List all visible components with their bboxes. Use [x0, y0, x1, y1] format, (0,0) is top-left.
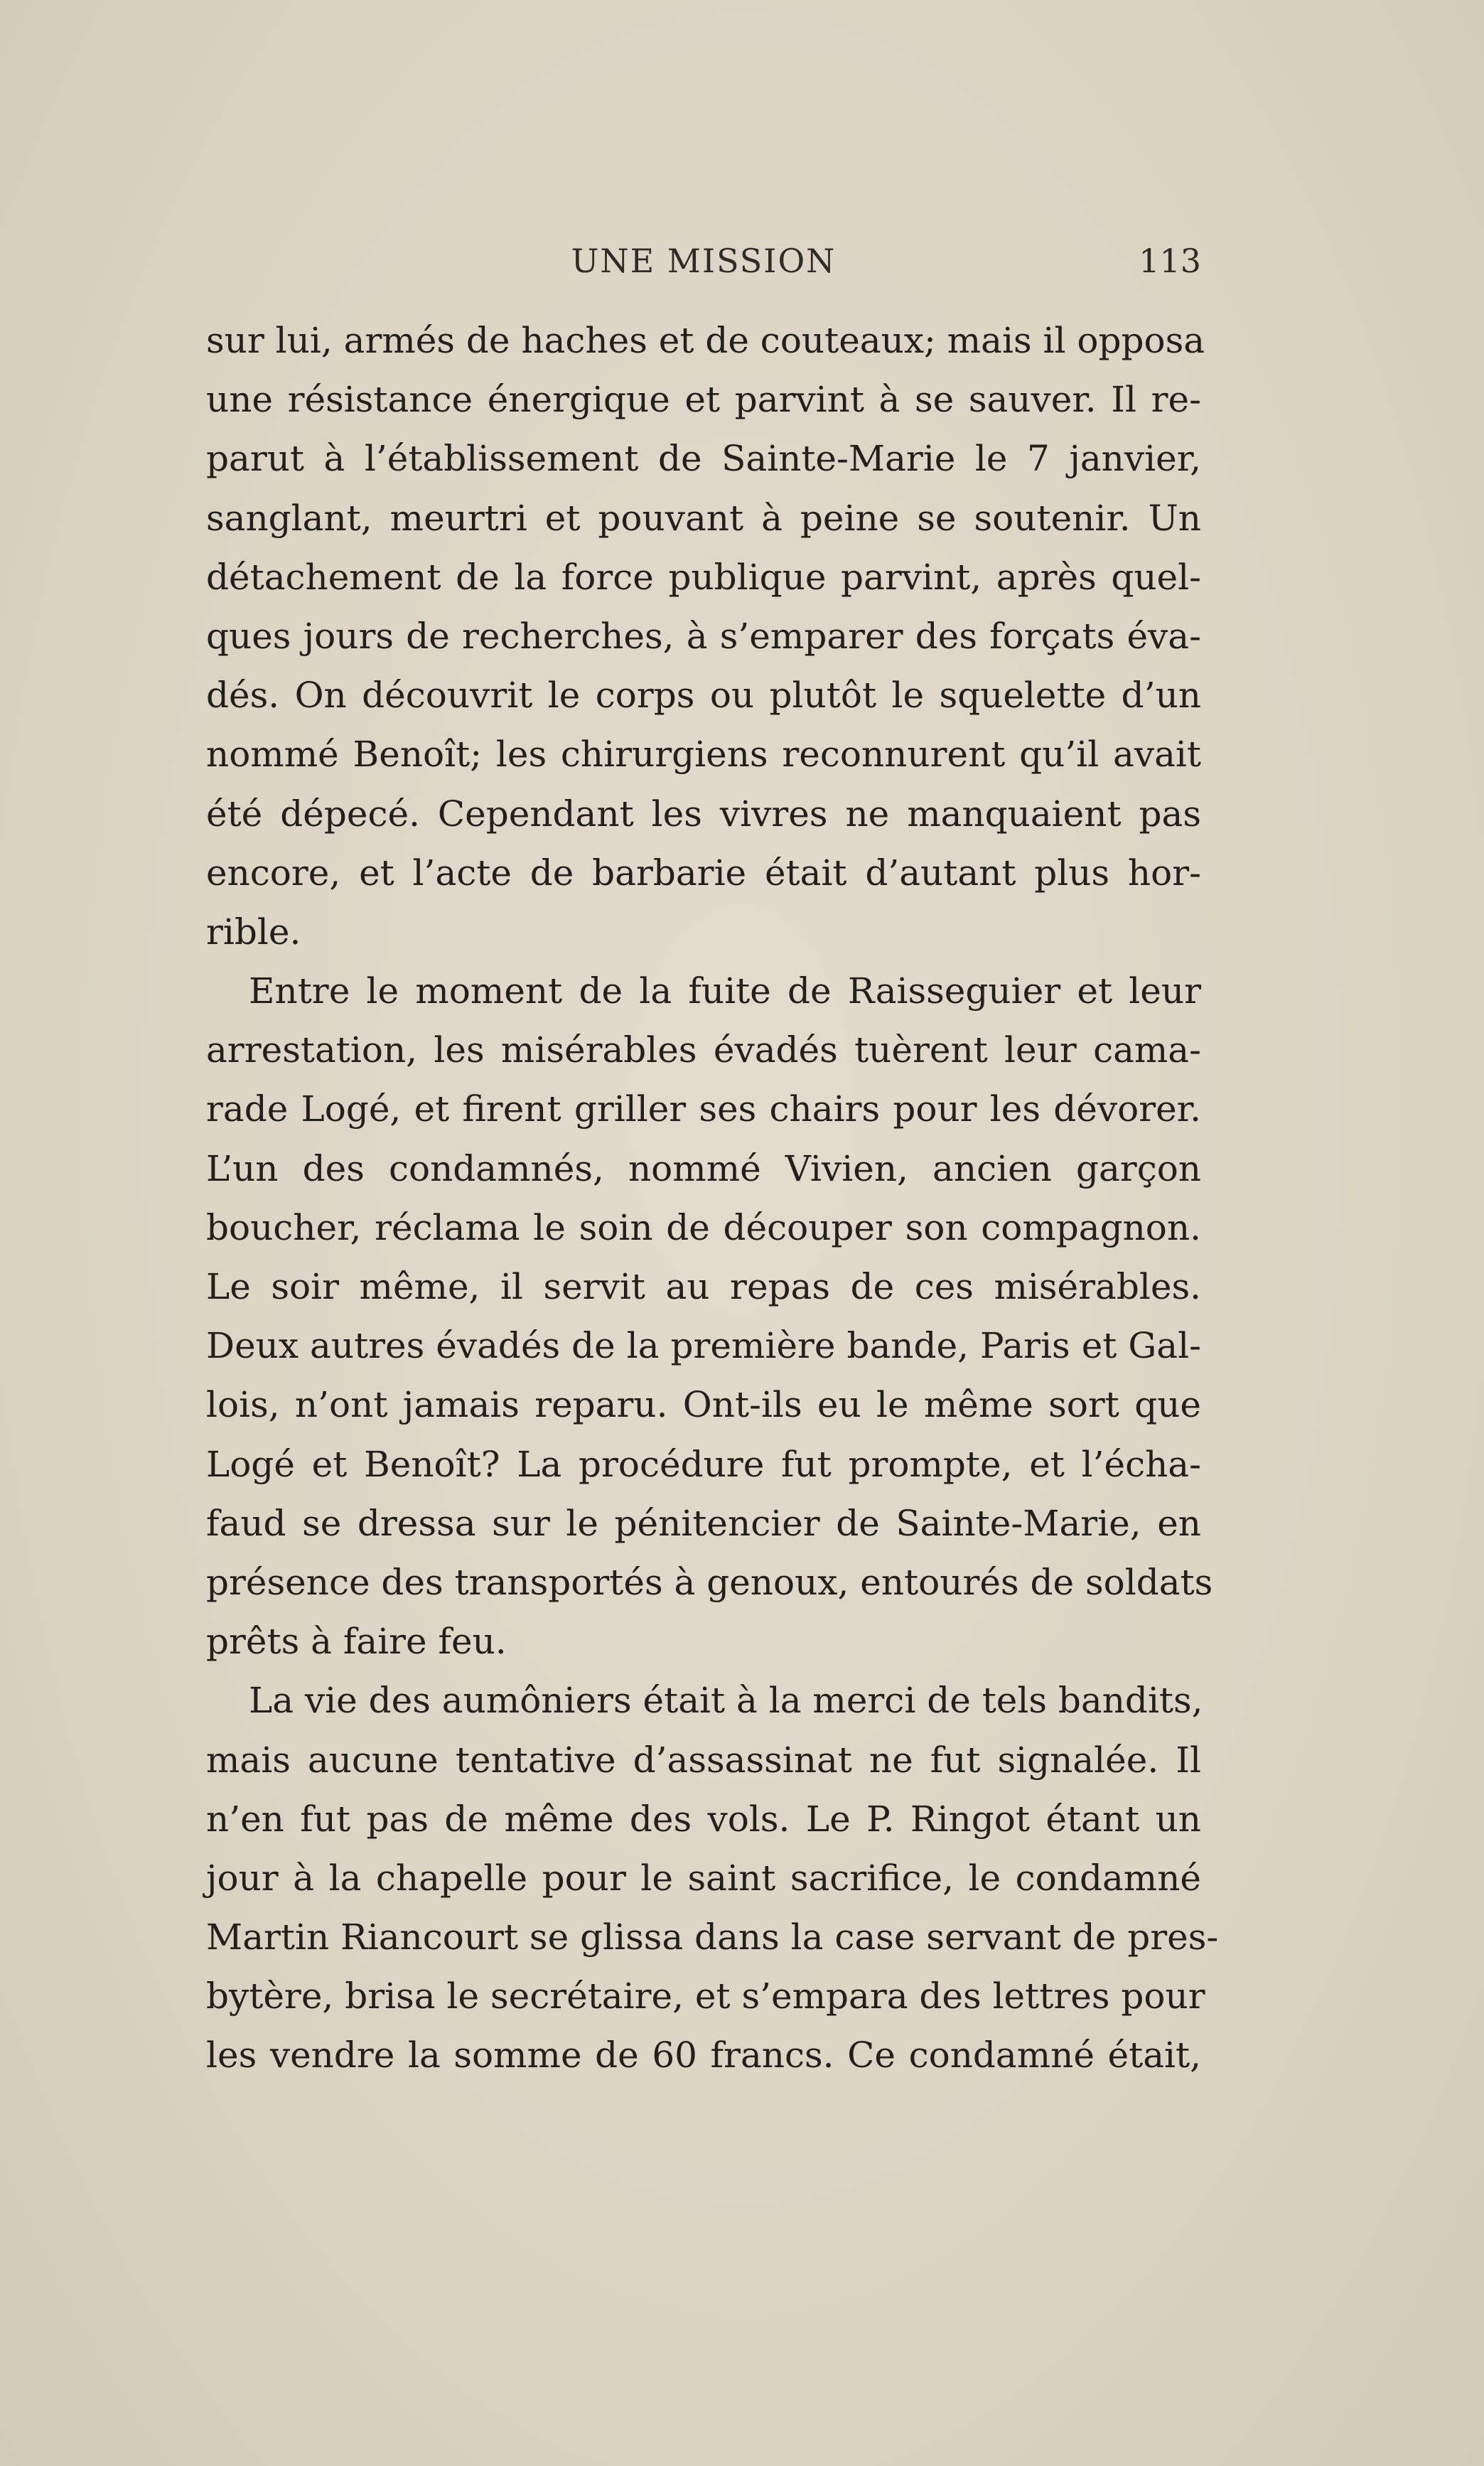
text-line: La vie des aumôniers était à la merci de tels bandits,	[249, 1680, 1203, 1722]
text-line: arrestation, les misérables évadés tuèrent leur cama-	[206, 1029, 1201, 1071]
text-line: les vendre la somme de 60 francs. Ce condamné était,	[206, 2035, 1201, 2076]
text-line: sanglant, meurtri et pouvant à peine se soutenir. Un	[206, 497, 1201, 539]
body-text	[206, 311, 1219, 2086]
text-line: présence des transportés à genoux, entourés de soldats	[206, 1561, 1213, 1603]
text-line: prêts à faire feu.	[206, 1621, 507, 1663]
text-line: Le soir même, il servit au repas de ces misérables.	[206, 1266, 1201, 1307]
text-line: n’en fut pas de même des vols. Le P. Ringot étant un	[206, 1798, 1201, 1840]
text-line: Logé et Benoît? La procédure fut prompte, et l’écha-	[206, 1443, 1201, 1485]
text-line: rade Logé, et firent griller ses chairs pour les dévorer.	[206, 1088, 1201, 1130]
text-line: faud se dressa sur le pénitencier de Sainte-Marie, en	[206, 1502, 1201, 1544]
text-line: sur lui, armés de haches et de couteaux; mais il opposa	[206, 320, 1205, 361]
text-line: Martin Riancourt se glissa dans la case servant de pres-	[206, 1916, 1219, 1958]
text-line: rible.	[206, 911, 301, 953]
page-number: 113	[1139, 242, 1201, 280]
text-line: Deux autres évadés de la première bande, Paris et Gal-	[206, 1325, 1201, 1367]
text-line: dés. On découvrit le corps ou plutôt le squelette d’un	[206, 675, 1201, 717]
text-line: L’un des condamnés, nommé Vivien, ancien garçon	[206, 1147, 1201, 1189]
text-line: été dépecé. Cependant les vivres ne manquaient pas	[206, 793, 1201, 835]
text-line: détachement de la force publique parvint, après quel-	[206, 556, 1201, 598]
text-line: lois, n’ont jamais reparu. Ont-ils eu le même sort que	[206, 1384, 1201, 1426]
text-line: jour à la chapelle pour le saint sacrifice, le condamné	[206, 1857, 1201, 1899]
running-header	[206, 242, 1201, 291]
text-line: boucher, réclama le soin de découper son compagnon.	[206, 1206, 1201, 1248]
running-title: UNE MISSION	[571, 242, 837, 280]
text-line: bytère, brisa le secrétaire, et s’empara des lettres pour	[206, 1976, 1205, 2017]
text-line: Entre le moment de la fuite de Raisseguier et leur	[249, 970, 1201, 1012]
text-line: une résistance énergique et parvint à se sauver. Il re-	[206, 379, 1201, 421]
text-line: mais aucune tentative d’assassinat ne fut signalée. Il	[206, 1739, 1201, 1781]
text-line: encore, et l’acte de barbarie était d’autant plus hor-	[206, 852, 1201, 894]
text-line: nommé Benoît; les chirurgiens reconnurent qu’il avait	[206, 734, 1201, 776]
text-line: parut à l’établissement de Sainte-Marie le 7 janvier,	[206, 438, 1201, 480]
text-line: ques jours de recherches, à s’emparer des forçats éva-	[206, 615, 1201, 657]
